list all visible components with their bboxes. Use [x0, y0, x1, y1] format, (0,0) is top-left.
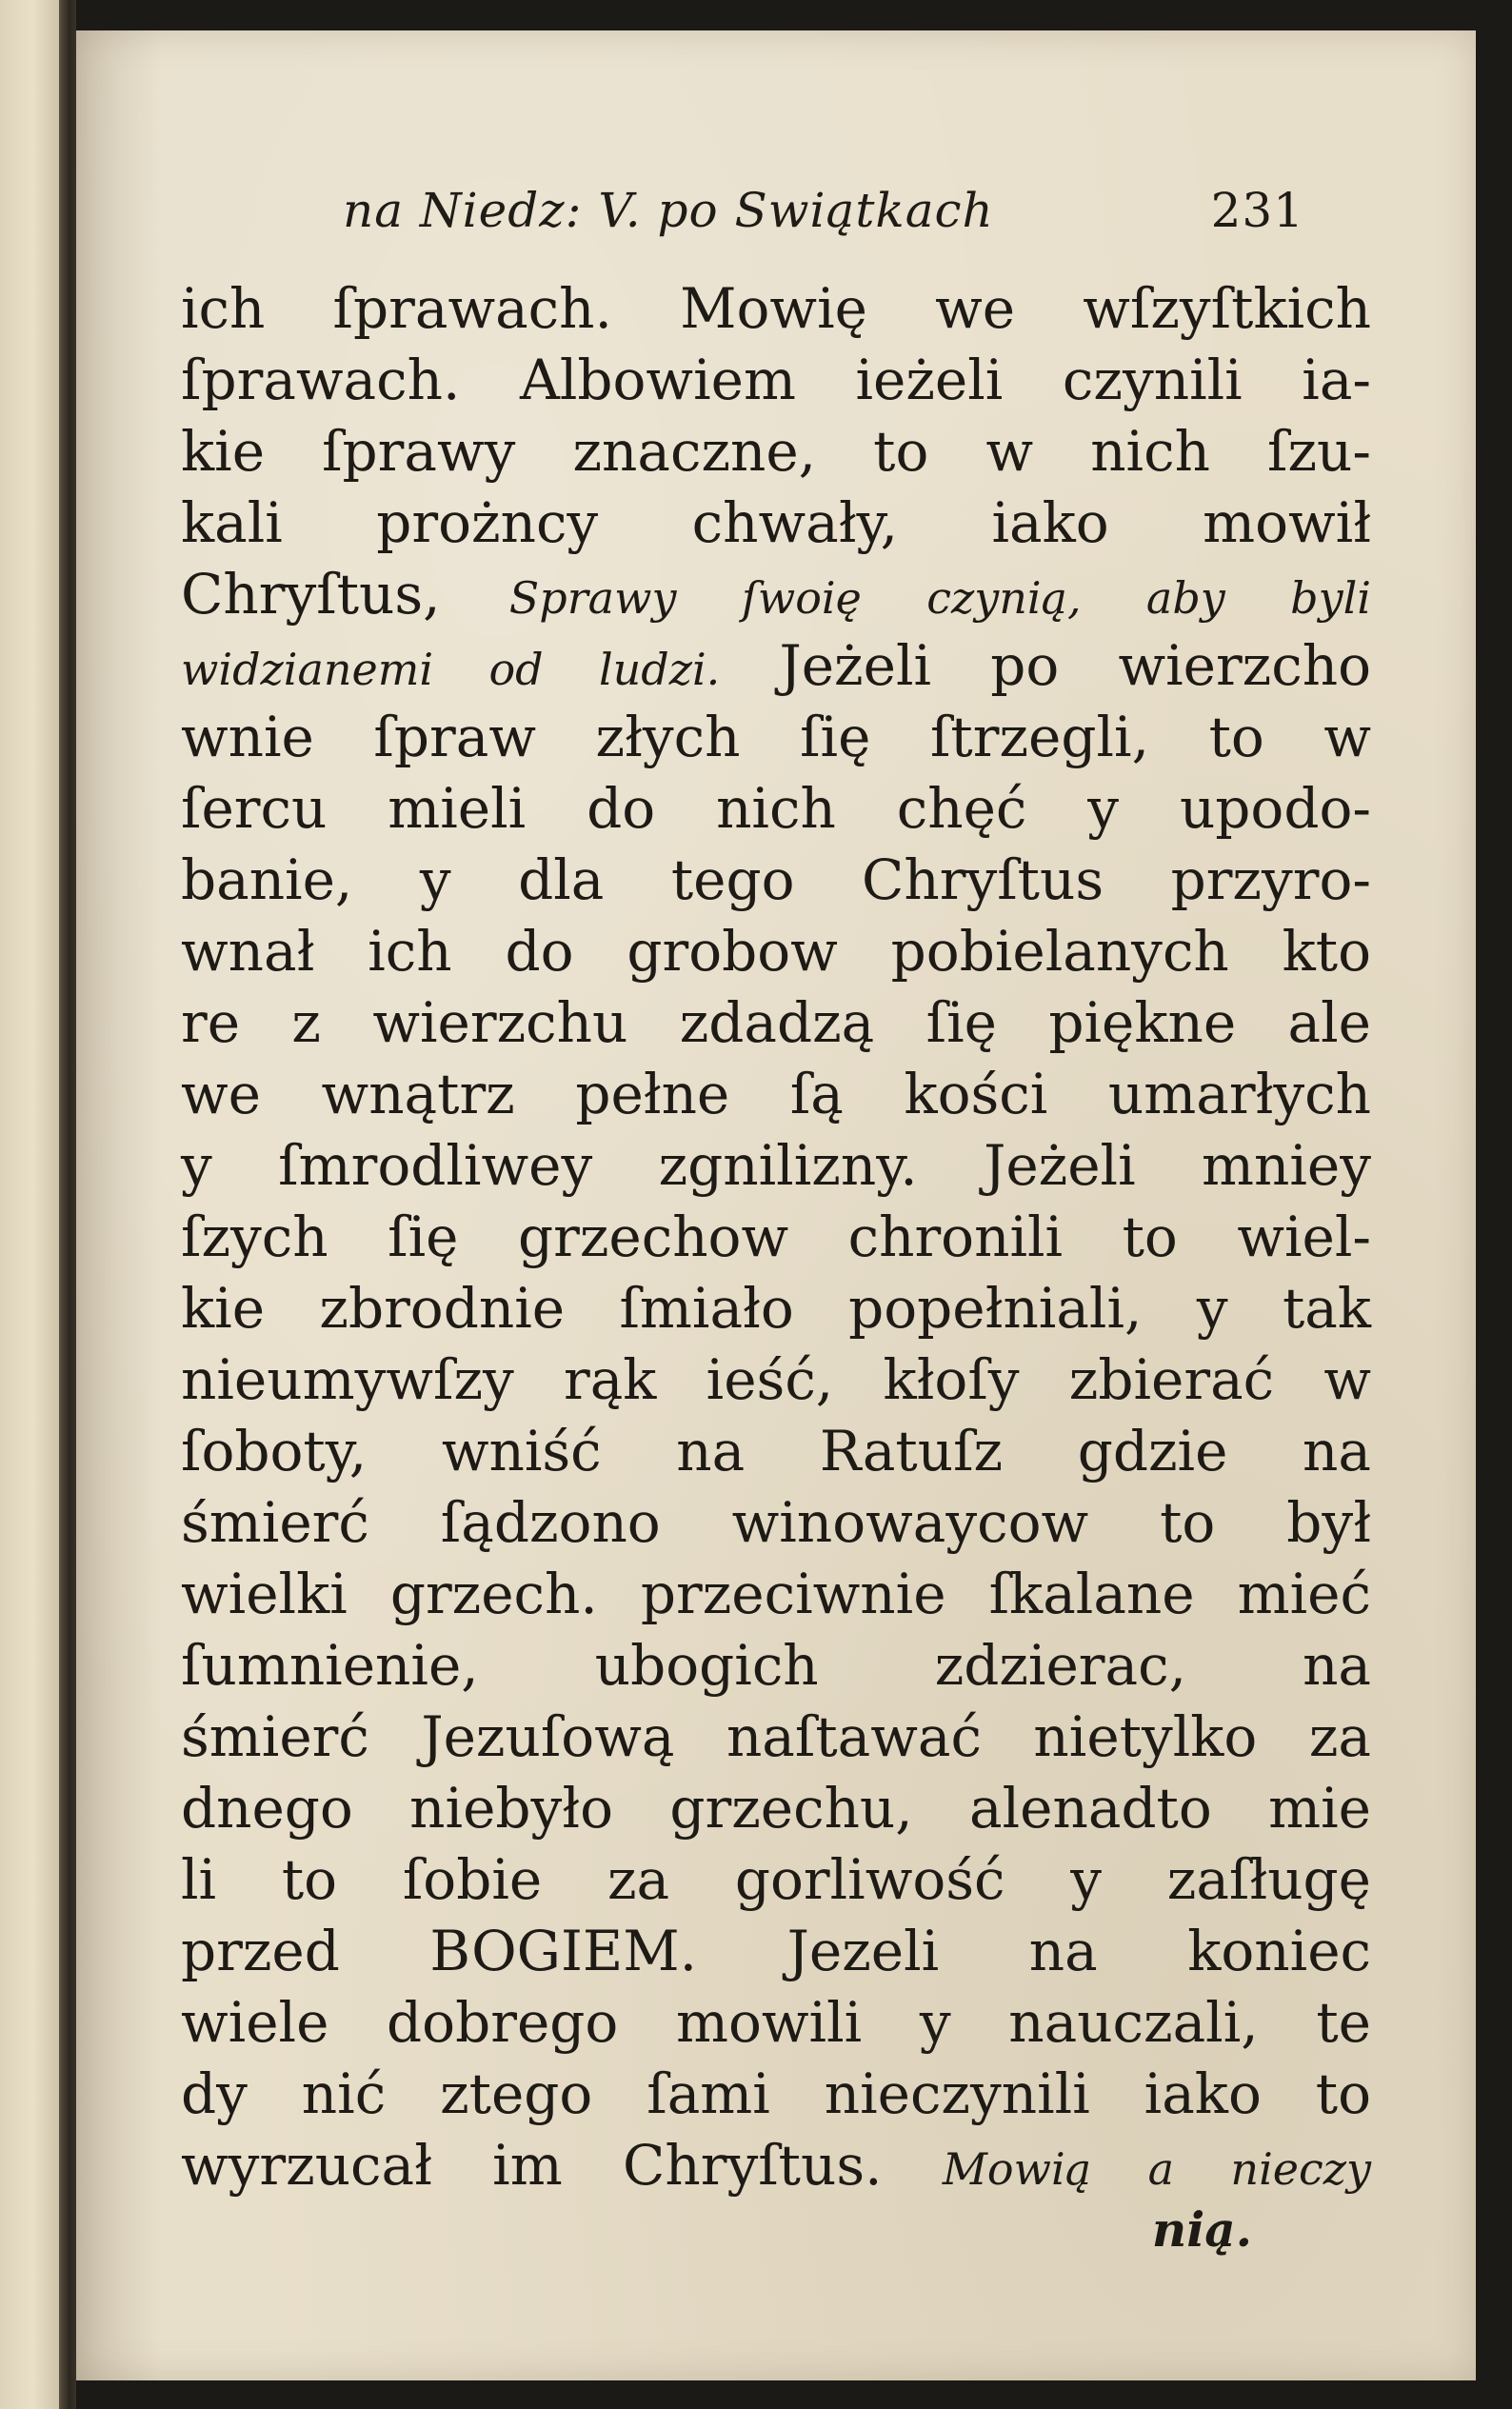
text-line: ſoboty, wniść na Ratuſz gdzie na: [181, 1419, 1371, 1483]
text-line: ſzych ſię grzechow chronili to wiel-: [181, 1204, 1371, 1269]
text-line: przed BOGIEM. Jezeli na koniec: [181, 1919, 1371, 1983]
text-line: li to ſobie za gorliwość y zaſługę: [181, 1847, 1371, 1912]
text-line: dnego niebyło grzechu, alenadto mie: [181, 1776, 1371, 1841]
running-head: [343, 173, 1304, 249]
body-text: [181, 273, 1371, 2201]
text-line: nieumywſzy rąk ieść, kłoſy zbierać w: [181, 1347, 1371, 1412]
text-line: dy nić ztego ſami nieczynili iako to: [181, 2061, 1371, 2126]
italic-quote: Sprawy ſwoię czynią, aby byli: [508, 572, 1371, 624]
running-head-title: na Niedz: V. po Swiątkach: [343, 183, 994, 238]
book-page: [76, 30, 1476, 2380]
page-number: 231: [1210, 183, 1304, 238]
catchword: nią.: [1151, 2201, 1252, 2258]
text-line: Chryſtus, Sprawy ſwoię czynią, aby byli: [181, 562, 1371, 627]
text-line: kie ſprawy znaczne, to w nich ſzu-: [181, 419, 1371, 484]
text-line: we wnątrz pełne ſą kości umarłych: [181, 1062, 1371, 1126]
text-line: re z wierzchu zdadzą ſię piękne ale: [181, 990, 1371, 1055]
text-line: śmierć ſądzono winowaycow to był: [181, 1490, 1371, 1555]
text-line: wielki grzech. przeciwnie ſkalane mieć: [181, 1562, 1371, 1626]
text-line: wyrzucał im Chryſtus. Mowią a nieczy: [181, 2133, 1371, 2198]
text-line: śmierć Jezuſową naſtawać nietylko za: [181, 1704, 1371, 1769]
text-line: kali prożncy chwały, iako mowił: [181, 490, 1371, 555]
italic-quote: Mowią a nieczy: [942, 2143, 1371, 2195]
italic-quote: widzianemi od ludzi.: [181, 644, 721, 695]
text-line: kie zbrodnie ſmiało popełniali, y tak: [181, 1276, 1371, 1341]
text-line: banie, y dla tego Chryſtus przyro-: [181, 847, 1371, 912]
text-line: y ſmrodliwey zgnilizny. Jeżeli mniey: [181, 1133, 1371, 1198]
text-line: ſercu mieli do nich chęć y upodo-: [181, 776, 1371, 841]
text-line: ſprawach. Albowiem ieżeli czynili ia-: [181, 348, 1371, 412]
book-gutter: [59, 0, 76, 2409]
text-line: wnał ich do grobow pobielanych kto: [181, 919, 1371, 984]
text-line: ich ſprawach. Mowię we wſzyſtkich: [181, 276, 1371, 341]
facing-page-edge: [0, 0, 59, 2409]
text-line: wnie ſpraw złych ſię ſtrzegli, to w: [181, 705, 1371, 769]
text-line: widzianemi od ludzi. Jeżeli po wierzcho: [181, 633, 1371, 698]
text-line: ſumnienie, ubogich zdzierac, na: [181, 1633, 1371, 1698]
text-line: wiele dobrego mowili y nauczali, te: [181, 1990, 1371, 2055]
